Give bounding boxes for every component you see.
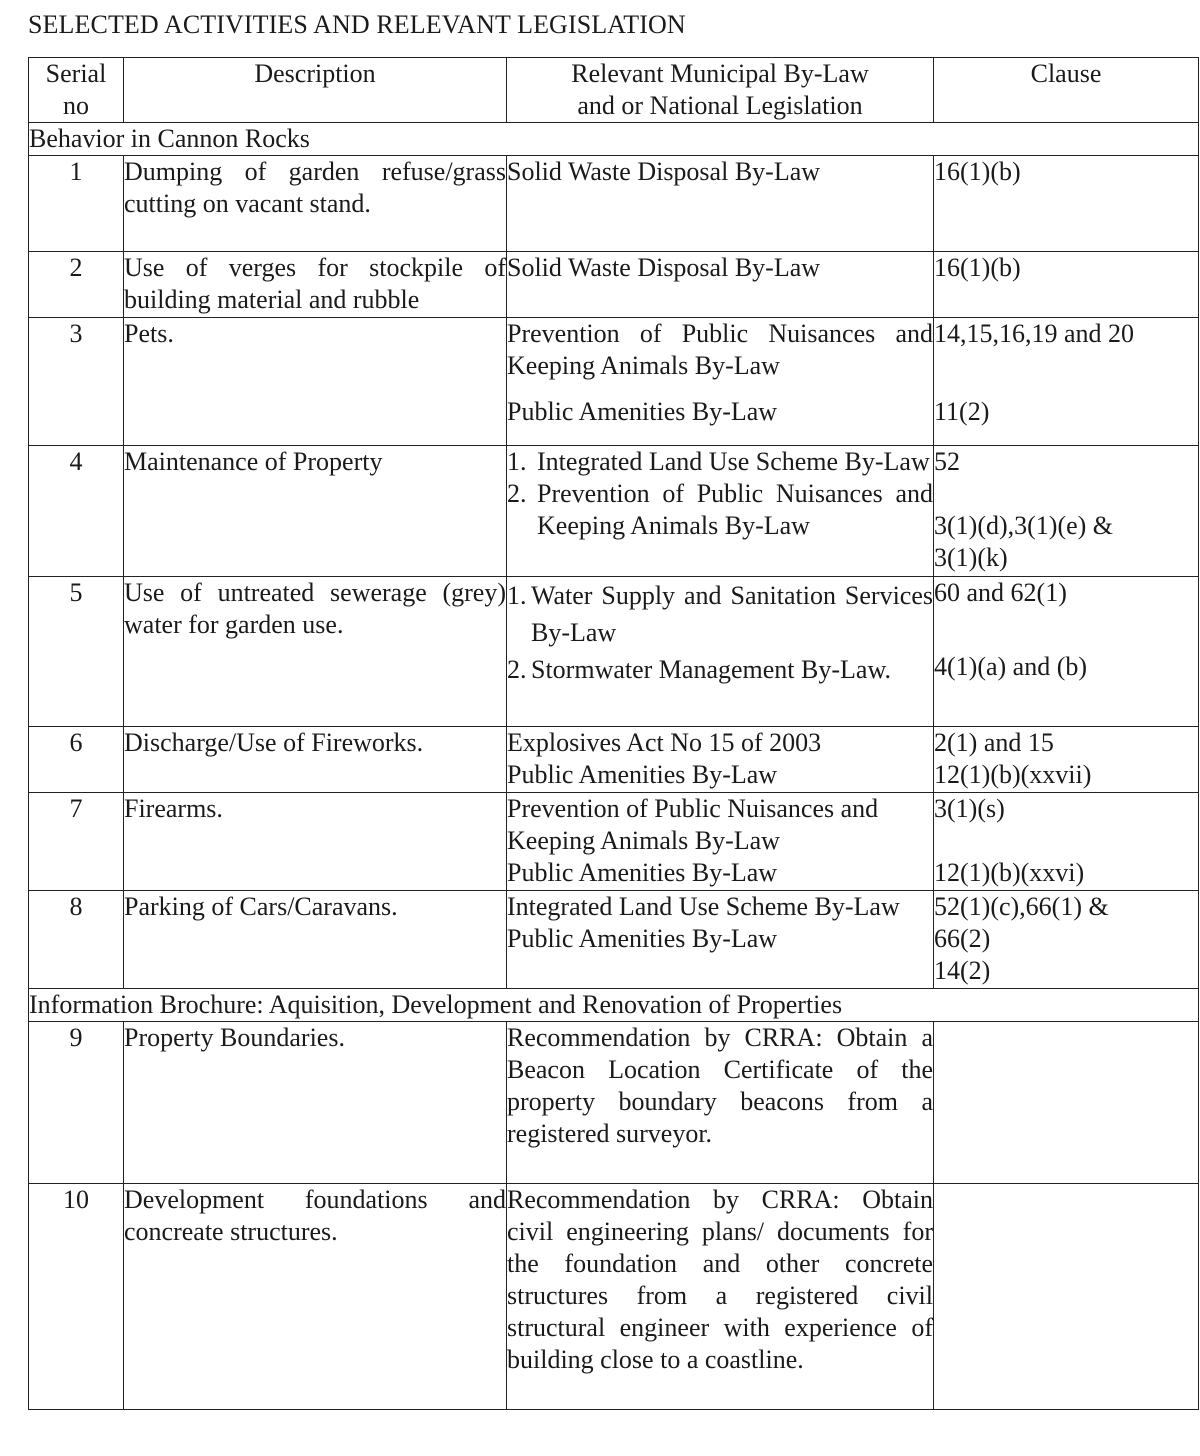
row-legislation bbox=[507, 318, 934, 446]
clause-b: 12(1)(b)(xxvii) bbox=[934, 760, 1092, 789]
legislation-a: Integrated Land Use Scheme By-Law bbox=[537, 447, 930, 476]
row-serial: 6 bbox=[29, 727, 124, 793]
row-clause bbox=[934, 446, 1199, 577]
row-serial: 10 bbox=[29, 1184, 124, 1410]
table-row bbox=[29, 577, 1199, 727]
table-row bbox=[29, 1184, 1199, 1410]
row-serial: 7 bbox=[29, 793, 124, 891]
row-description: Development foundations and concreate structures. bbox=[124, 1184, 507, 1410]
row-clause bbox=[934, 793, 1199, 891]
header-description: Description bbox=[124, 58, 507, 123]
row-description: Discharge/Use of Fireworks. bbox=[124, 727, 507, 793]
row-serial: 1 bbox=[29, 156, 124, 252]
clause-a: 3(1)(s) bbox=[934, 794, 1005, 823]
legislation-b: Public Amenities By-Law bbox=[507, 858, 778, 887]
header-legislation-line1: Relevant Municipal By-Law bbox=[571, 59, 869, 88]
legislation-b: Prevention of Public Nuisances and Keeping Animals By-Law bbox=[537, 479, 933, 540]
section-row bbox=[29, 989, 1199, 1022]
table-row bbox=[29, 252, 1199, 318]
row-legislation: Recommendation by CRRA: Obtain civil engineering plans/ documents for the foundation and other concrete structures from a registered civil structural engineer with experience of building close to a coastline. bbox=[507, 1184, 934, 1410]
clause-a: 52(1)(c),66(1) & 66(2) bbox=[934, 892, 1109, 953]
legislation-a: Integrated Land Use Scheme By-Law bbox=[507, 892, 900, 921]
table-row bbox=[29, 727, 1199, 793]
legislation-a: Prevention of Public Nuisances and Keeping Animals By-Law bbox=[507, 319, 933, 380]
clause-b: 4(1)(a) and (b) bbox=[934, 652, 1088, 681]
header-legislation bbox=[507, 58, 934, 123]
row-description: Use of verges for stockpile of building material and rubble bbox=[124, 252, 507, 318]
row-legislation bbox=[507, 793, 934, 891]
legislation-b: Stormwater Management By-Law. bbox=[531, 655, 892, 684]
section-heading-behavior: Behavior in Cannon Rocks bbox=[29, 123, 1199, 156]
row-legislation bbox=[507, 891, 934, 989]
row-serial: 9 bbox=[29, 1022, 124, 1184]
table-header-row bbox=[29, 58, 1199, 123]
clause-a: 60 and 62(1) bbox=[934, 578, 1067, 607]
row-legislation: Solid Waste Disposal By-Law bbox=[507, 252, 934, 318]
header-clause: Clause bbox=[934, 58, 1199, 123]
clause-b: 11(2) bbox=[934, 397, 990, 426]
row-clause: 16(1)(b) bbox=[934, 156, 1199, 252]
row-description: Maintenance of Property bbox=[124, 446, 507, 577]
table-row bbox=[29, 793, 1199, 891]
row-serial: 4 bbox=[29, 446, 124, 577]
row-description: Dumping of garden refuse/grass cutting on vacant stand. bbox=[124, 156, 507, 252]
row-clause bbox=[934, 1022, 1199, 1184]
row-description: Firearms. bbox=[124, 793, 507, 891]
row-clause bbox=[934, 577, 1199, 727]
legislation-item: 1. Integrated Land Use Scheme By-Law bbox=[507, 446, 933, 478]
legislation-b: Public Amenities By-Law bbox=[507, 397, 778, 426]
legislation-item: 2. Prevention of Public Nuisances and Keeping Animals By-Law bbox=[507, 479, 933, 540]
table-row bbox=[29, 156, 1199, 252]
clause-b: 3(1)(d),3(1)(e) & 3(1)(k) bbox=[934, 511, 1114, 572]
clause-a: 52 bbox=[934, 447, 960, 476]
row-description: Property Boundaries. bbox=[124, 1022, 507, 1184]
legislation-b: Public Amenities By-Law bbox=[507, 924, 778, 953]
row-clause bbox=[934, 727, 1199, 793]
row-legislation: Solid Waste Disposal By-Law bbox=[507, 156, 934, 252]
row-legislation: Recommendation by CRRA: Obtain a Beacon Location Certificate of the property boundary beacons from a registered surveyor. bbox=[507, 1022, 934, 1184]
row-clause: 16(1)(b) bbox=[934, 252, 1199, 318]
header-serial: Serial no bbox=[29, 58, 124, 123]
header-legislation-line2: and or National Legislation bbox=[577, 91, 863, 120]
row-description: Parking of Cars/Caravans. bbox=[124, 891, 507, 989]
row-serial: 5 bbox=[29, 577, 124, 727]
row-clause bbox=[934, 318, 1199, 446]
section-heading-brochure: Information Brochure: Aquisition, Development and Renovation of Properties bbox=[29, 989, 1199, 1022]
row-serial: 3 bbox=[29, 318, 124, 446]
document-title: SELECTED ACTIVITIES AND RELEVANT LEGISLATION bbox=[28, 10, 686, 39]
row-serial: 8 bbox=[29, 891, 124, 989]
clause-b: 12(1)(b)(xxvi) bbox=[934, 858, 1085, 887]
section-row bbox=[29, 123, 1199, 156]
table-row bbox=[29, 1022, 1199, 1184]
row-legislation bbox=[507, 446, 934, 577]
row-description: Use of untreated sewerage (grey) water for garden use. bbox=[124, 577, 507, 727]
row-legislation bbox=[507, 577, 934, 727]
clause-a: 2(1) and 15 bbox=[934, 728, 1054, 757]
legislation-item: 1. Water Supply and Sanitation Services By-Law bbox=[507, 577, 933, 651]
legislation-table bbox=[28, 57, 1199, 1410]
table-row bbox=[29, 318, 1199, 446]
legislation-a: Explosives Act No 15 of 2003 bbox=[507, 728, 822, 757]
row-serial: 2 bbox=[29, 252, 124, 318]
legislation-item: 2. Stormwater Management By-Law. bbox=[507, 651, 933, 688]
clause-b: 14(2) bbox=[934, 956, 991, 985]
legislation-b: Public Amenities By-Law bbox=[507, 760, 778, 789]
row-clause bbox=[934, 1184, 1199, 1410]
legislation-a: Prevention of Public Nuisances and Keeping Animals By-Law bbox=[507, 794, 879, 855]
row-clause bbox=[934, 891, 1199, 989]
table-row bbox=[29, 891, 1199, 989]
clause-a: 14,15,16,19 and 20 bbox=[934, 319, 1135, 348]
table-row bbox=[29, 446, 1199, 577]
legislation-a: Water Supply and Sanitation Services By-Law bbox=[531, 581, 933, 647]
row-description: Pets. bbox=[124, 318, 507, 446]
row-legislation bbox=[507, 727, 934, 793]
